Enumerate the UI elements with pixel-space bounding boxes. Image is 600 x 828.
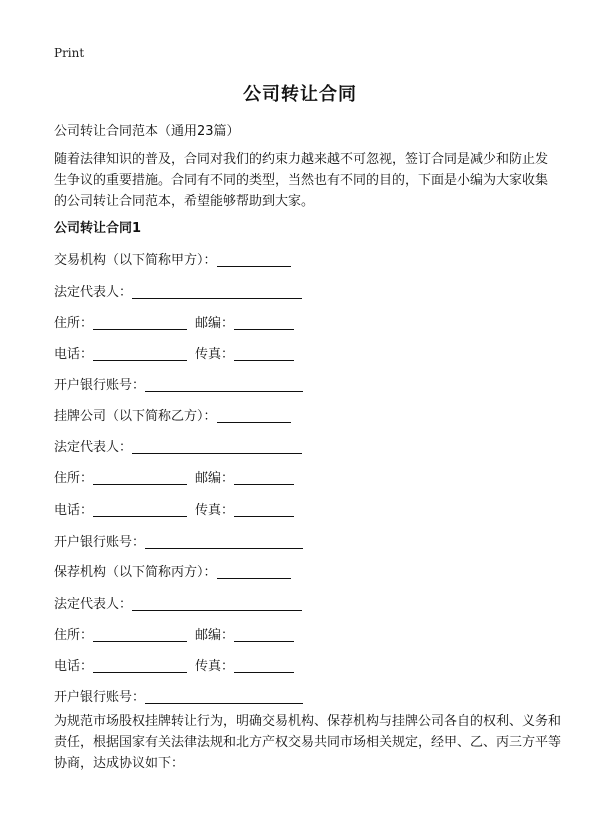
party-c-address-row — [54, 624, 294, 644]
document-title: 公司转让合同 — [243, 84, 357, 105]
rep-label: 法定代表人： — [54, 440, 133, 455]
party-c-address-blank[interactable] — [93, 627, 187, 642]
fax-label: 传真： — [195, 659, 235, 674]
party-name-label: 保荐机构（以下简称丙方）： — [54, 565, 217, 580]
address-label: 住所： — [54, 316, 94, 331]
party-b-phone-blank[interactable] — [93, 502, 187, 517]
party-c-bank-blank[interactable] — [145, 689, 303, 704]
bank-label: 开户银行账号： — [54, 690, 146, 705]
party-a-rep-row — [54, 281, 302, 301]
party-c-phone-blank[interactable] — [93, 658, 187, 673]
party-b-name-row — [54, 405, 291, 425]
party-a-name-blank[interactable] — [217, 252, 291, 267]
party-b-postcode-blank[interactable] — [234, 470, 294, 485]
party-b-rep-blank[interactable] — [132, 439, 302, 454]
party-c-fax-blank[interactable] — [234, 658, 294, 673]
print-link[interactable]: Print — [54, 46, 85, 60]
party-c-phone-row — [54, 655, 294, 675]
party-b-address-blank[interactable] — [93, 470, 187, 485]
bank-label: 开户银行账号： — [54, 378, 146, 393]
party-c-rep-row — [54, 593, 302, 613]
party-a-rep-blank[interactable] — [132, 284, 302, 299]
party-b-name-blank[interactable] — [217, 408, 291, 423]
party-a-address-blank[interactable] — [93, 315, 187, 330]
party-name-label: 交易机构（以下简称甲方）： — [54, 253, 217, 268]
party-a-postcode-blank[interactable] — [234, 315, 294, 330]
party-a-address-row — [54, 312, 294, 332]
fax-label: 传真： — [195, 503, 235, 518]
party-c-name-blank[interactable] — [217, 564, 291, 579]
postcode-label: 邮编： — [195, 316, 235, 331]
party-a-name-row — [54, 249, 291, 269]
phone-label: 电话： — [54, 659, 94, 674]
party-b-rep-row — [54, 436, 302, 456]
party-a-phone-blank[interactable] — [93, 346, 187, 361]
phone-label: 电话： — [54, 347, 94, 362]
party-c-bank-row — [54, 686, 303, 706]
party-b-fax-blank[interactable] — [234, 502, 294, 517]
party-b-bank-blank[interactable] — [145, 534, 303, 549]
party-a-phone-row — [54, 343, 294, 363]
party-a-fax-blank[interactable] — [234, 346, 294, 361]
closing-paragraph: 为规范市场股权挂牌转让行为，明确交易机构、保荐机构与挂牌公司各自的权利、义务和责任，根据国家有关法律法规和北方产权交易共同市场相关规定，经甲、乙、丙三方平等协商，达成协议如下： — [54, 714, 562, 771]
postcode-label: 邮编： — [195, 628, 235, 643]
party-b-address-row — [54, 467, 294, 487]
phone-label: 电话： — [54, 503, 94, 518]
fax-label: 传真： — [195, 347, 235, 362]
document-subtitle: 公司转让合同范本（通用23篇） — [54, 124, 240, 139]
party-a-bank-blank[interactable] — [145, 377, 303, 392]
party-name-label: 挂牌公司（以下简称乙方）： — [54, 409, 217, 424]
bank-label: 开户银行账号： — [54, 535, 146, 550]
rep-label: 法定代表人： — [54, 597, 133, 612]
address-label: 住所： — [54, 471, 94, 486]
rep-label: 法定代表人： — [54, 285, 133, 300]
party-c-postcode-blank[interactable] — [234, 627, 294, 642]
party-c-rep-blank[interactable] — [132, 596, 302, 611]
party-b-phone-row — [54, 499, 294, 519]
intro-paragraph: 随着法律知识的普及，合同对我们的约束力越来越不可忽视，签订合同是减少和防止发生争议的重要措施。合同有不同的类型，当然也有不同的目的，下面是小编为大家收集的公司转让合同范本，希望能够帮助到大家。 — [54, 152, 549, 209]
address-label: 住所： — [54, 628, 94, 643]
party-b-bank-row — [54, 531, 303, 551]
section-heading: 公司转让合同1 — [54, 221, 142, 236]
party-a-bank-row — [54, 374, 303, 394]
party-c-name-row — [54, 561, 291, 581]
postcode-label: 邮编： — [195, 471, 235, 486]
